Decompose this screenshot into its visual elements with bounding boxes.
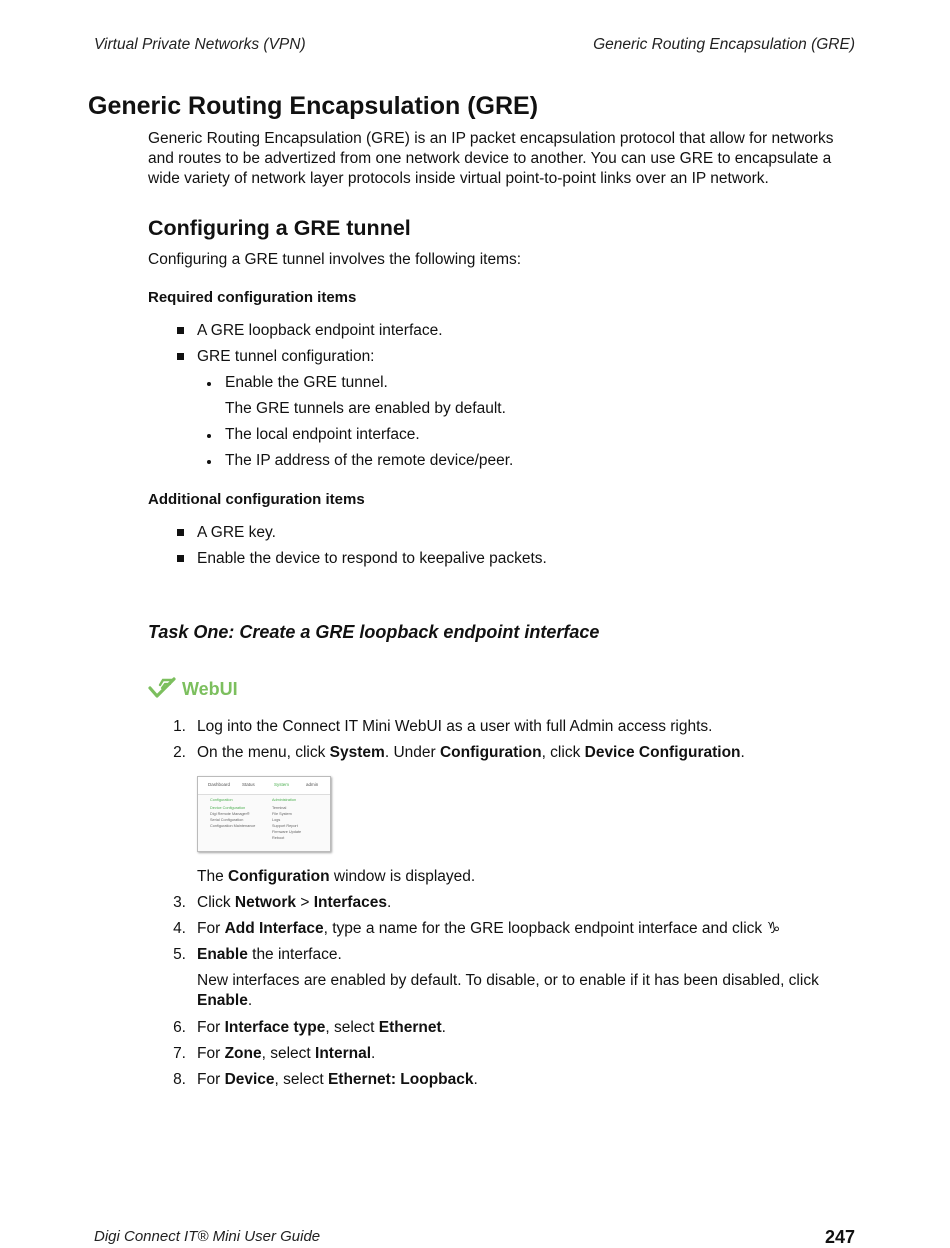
- round-bullet: [207, 460, 211, 464]
- step-5-note: New interfaces are enabled by default. To disable, or to enable if it has been disabled, click Enable.: [197, 972, 819, 1009]
- screenshot-col1-item: Digi Remote Manager®: [210, 812, 250, 816]
- step-number: 1.: [173, 718, 186, 735]
- screenshot-menu-dashboard: Dashboard: [208, 782, 231, 787]
- step-6: For Interface type, select Ethernet.: [197, 1019, 446, 1036]
- screenshot-col2-item: Reboot: [272, 836, 285, 840]
- screenshot-col1-head: Configuration: [210, 798, 233, 802]
- step-2: On the menu, click System. Under Configuration, click Device Configuration.: [197, 744, 745, 761]
- screenshot-col2-item: Firmware Update: [272, 830, 302, 834]
- step-number: 6.: [173, 1019, 186, 1036]
- square-bullet: [177, 353, 184, 360]
- menu-screenshot: [197, 776, 331, 852]
- square-bullet: [177, 555, 184, 562]
- round-bullet: [207, 434, 211, 438]
- step-5: Enable the interface.: [197, 946, 342, 963]
- required-items-heading: Required configuration items: [148, 289, 357, 306]
- webui-icon: [148, 676, 176, 703]
- step-4: For Add Interface, type a name for the GRE loopback endpoint interface and click ♑: [197, 920, 781, 937]
- required-subitem-1-note: The GRE tunnels are enabled by default.: [225, 400, 506, 417]
- screenshot-col2-item: File System: [272, 812, 292, 816]
- additional-item-2: Enable the device to respond to keepalive packets.: [197, 550, 547, 567]
- screenshot-col2-head: Administration: [272, 798, 297, 802]
- task-heading: Task One: Create a GRE loopback endpoint interface: [148, 622, 600, 642]
- required-item-2: GRE tunnel configuration:: [197, 348, 375, 365]
- step-number: 7.: [173, 1045, 186, 1062]
- screenshot-menu-status: Status: [242, 782, 255, 787]
- step-7: For Zone, select Internal.: [197, 1045, 376, 1062]
- screenshot-col2-item: Support Report: [272, 824, 298, 828]
- step-number: 3.: [173, 894, 186, 911]
- screenshot-col2-item: Terminal: [272, 806, 287, 810]
- required-subitem-3: The IP address of the remote device/peer.: [225, 452, 514, 469]
- step-2-note: The Configuration window is displayed.: [197, 868, 476, 885]
- step-number: 8.: [173, 1071, 186, 1088]
- section-heading: Configuring a GRE tunnel: [148, 216, 411, 240]
- step-8: For Device, select Ethernet: Loopback.: [197, 1071, 478, 1088]
- step-number: 2.: [173, 744, 186, 761]
- running-header-right: Generic Routing Encapsulation (GRE): [593, 36, 855, 53]
- add-icon: ♑: [766, 920, 781, 937]
- square-bullet: [177, 327, 184, 334]
- screenshot-menu-admin: admin: [306, 782, 319, 787]
- square-bullet: [177, 529, 184, 536]
- required-subitem-1: Enable the GRE tunnel.: [225, 374, 388, 391]
- screenshot-col1-item: Device Configuration: [210, 806, 246, 810]
- section-intro: Configuring a GRE tunnel involves the following items:: [148, 251, 522, 268]
- screenshot-col1-item: Serial Configuration: [210, 818, 244, 822]
- additional-item-1: A GRE key.: [197, 524, 276, 541]
- step-number: 4.: [173, 920, 186, 937]
- intro-paragraph: Generic Routing Encapsulation (GRE) is an IP packet encapsulation protocol that allow for networks and routes to be advertized from one network device to another. You can use GRE to encapsulate a wide variety of network layer protocols inside virtual point-to-point links over an IP network.: [148, 130, 834, 187]
- additional-items-heading: Additional configuration items: [148, 491, 365, 508]
- webui-label: WebUI: [182, 679, 238, 699]
- screenshot-col1-item: Configuration Maintenance: [210, 824, 256, 828]
- round-bullet: [207, 382, 211, 386]
- screenshot-menu-system: System: [274, 782, 290, 787]
- footer-guide-title: Digi Connect IT® Mini User Guide: [94, 1228, 321, 1245]
- running-header-left: Virtual Private Networks (VPN): [94, 36, 306, 53]
- step-1: Log into the Connect IT Mini WebUI as a user with full Admin access rights.: [197, 718, 713, 735]
- step-number: 5.: [173, 946, 186, 963]
- page-title: Generic Routing Encapsulation (GRE): [88, 92, 539, 120]
- required-subitem-2: The local endpoint interface.: [225, 426, 420, 443]
- step-3: Click Network > Interfaces.: [197, 894, 392, 911]
- screenshot-col2-item: Logs: [272, 818, 281, 822]
- required-item-1: A GRE loopback endpoint interface.: [197, 322, 443, 339]
- page-number: 247: [824, 1227, 855, 1247]
